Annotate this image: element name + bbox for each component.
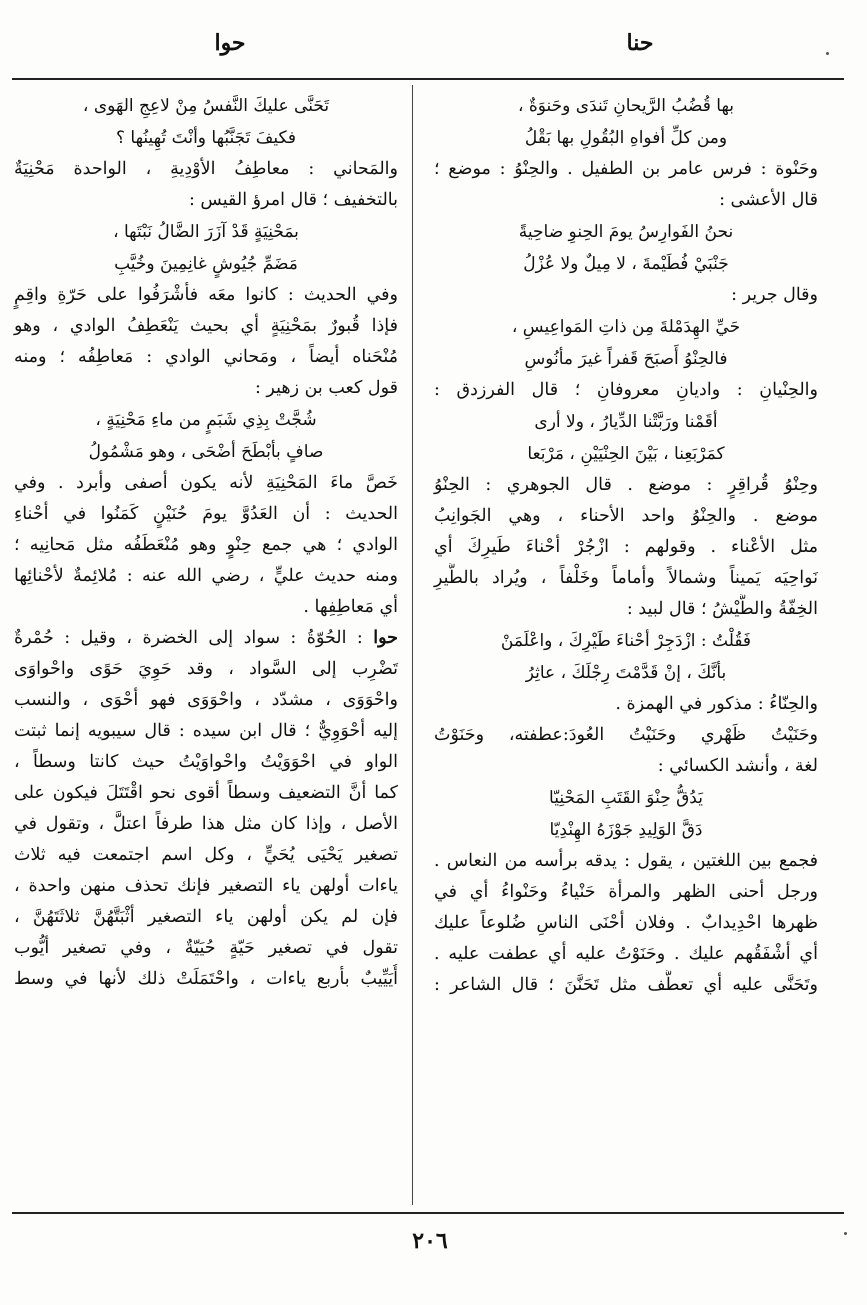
text-line: بالتخفيف ؛ قال امرؤ القيس : <box>188 190 398 210</box>
verse-line: بمَحْنِيَةٍ قَدْ آزَرَ الضَّالُ نَبْتَها ، <box>113 222 299 242</box>
text-line: وحِنْوُ قُراقِرٍ : موضع . قال الجوهري : الحِنْوُ <box>434 475 818 495</box>
text-line: وحَنَيْتُ ظَهْري وحَنَيْتُ العُودَ:عطفته، وحَنَوْتُ <box>434 725 818 745</box>
text-line: ومنه حديث عليٍّ ، رضي الله عنه : مُلائِمةٌ لأحْنائِها <box>14 566 398 586</box>
text-line: أي مَعاطِفِها . <box>303 597 398 617</box>
verse-line: بأنَّكَ ، إنْ قَدَّمْتَ رِجْلَكَ ، عاثِرُ <box>525 663 727 683</box>
text-line: وحَنْوة : فرس عامر بن الطفيل . والحِنْوُ : موضع ؛ <box>434 159 818 179</box>
verse-line: دَقَّ الوَلِيدِ جَوْزَهُ الهِنْدِيّا <box>549 820 703 840</box>
text-line: وقال جرير : <box>731 285 818 305</box>
text-line: والحِنْيانِ : واديانِ معروفانِ ؛ قال الفرزدق : <box>434 380 818 400</box>
running-head-right: حنا <box>626 30 654 56</box>
running-head-left: حوا <box>214 30 246 56</box>
header-rule <box>12 78 844 80</box>
verse-line: يَدُقُّ حِنْوَ القَتَبِ المَحْنِيّا <box>549 788 703 808</box>
print-speck <box>826 52 829 55</box>
verse-line: فَقُلْتُ : ازْدَجِرْ أحْناءَ طَيْرِكَ ، واعْلَمَنْ <box>500 631 752 651</box>
verse-line: مَضَمِّ جُيُوشٍ غانِمِينَ وخُيَّبِ <box>114 254 298 274</box>
text-line: مُنْحَناه أيضاً ، ومَحاني الوادي : مَعاطِفُه ؛ ومنه <box>14 347 398 367</box>
verse-line: صافٍ بأبْطَحَ أضْحَى ، وهو مَشْمُولُ <box>88 442 324 462</box>
text-line: مثل الأعْناء . وقولهم : ازْجُرْ أحْناءَ طَيرِكَ أي <box>434 537 818 557</box>
text-line: الواو في احْوَوَيْتُ واحْواوَيْتُ حيث كانتا وسطاً ، <box>14 752 398 772</box>
entry-headword-line: حوا : الحُوّةُ : سواد إلى الخضرة ، وقيل : حُمْرةٌ <box>14 628 398 648</box>
text-line: الوادي ؛ هي جمع حِنْوٍ وهو مُنْعَطَفُه مثل مَحانِيه ؛ <box>14 535 398 555</box>
text-line: والحِنّاءُ : مذكور في الهمزة . <box>615 694 818 714</box>
verse-line: بها قُضُبُ الرَّيحانِ تَندَى وحَنوَةٌ ، <box>517 96 735 116</box>
text-line: تصغير يَحْيَى يُحَيٍّ ، وكل اسم اجتمعت فيه ثلاث <box>14 845 398 865</box>
text-line: تَضْرِب إلى السَّواد ، وقد حَوِيَ حَوًى واحْواوَى <box>14 659 398 679</box>
left-column <box>10 90 402 1205</box>
text-line: والمَحاني : معاطِفُ الأوْدِيةِ ، الواحدة مَحْنِيَةٌ <box>14 159 398 179</box>
verse-line: أقَمْنا ورَبَّتْنا الدِّيارُ ، ولا أرى <box>534 412 718 432</box>
verse-line: شُجَّتْ بِذِي شَبَمٍ من ماءِ مَحْنِيَةٍ ، <box>95 410 317 430</box>
text-line: إليه أحْوَوِيٌّ ؛ قال ابن سيده : قال سيبويه إنما ثبتت <box>14 721 398 741</box>
verse-line: حَيِّ الهِدَمْلةَ مِن ذاتِ المَواعِيسِ ، <box>511 317 741 337</box>
text-line: قال الأعشى : <box>719 190 818 210</box>
text-line: موضع . والحِنْوُ واحد الأحناء ، وهي الجَوانِبُ <box>434 506 818 526</box>
text-line: وفي الحديث : كانوا معَه فأشْرَفُوا على حَرّةِ واقِمٍ <box>14 285 398 305</box>
text-line: واحْوَوَى ، مشدّد ، واحْوَوَى فهو أحْوَى ، والنسب <box>14 690 398 710</box>
verse-line: فكيفَ تَجَنَّبُها وأنْتَ تُهِينُها ؟ <box>115 128 297 148</box>
text-line: الحديث : أن العَدُوَّ يومَ حُنَيْنٍ كَمَنُوا في أحْناءِ <box>14 504 398 524</box>
text-line: أُيَيِّيبٌ بأربع ياءات ، واحْتَمَلَتْ ذلك لأنها في وسط <box>14 969 398 989</box>
print-speck <box>844 1232 847 1235</box>
text-line: لغة ، وأنشد الكسائي : <box>657 756 818 776</box>
text-line: نَواحِيَه يَميناً وشمالاً وأماماً وخَلْفاً ، ويُراد بالطَّيرِ <box>434 568 818 588</box>
verse-line: كمَرْبَعِنا ، بَيْنَ الحِنْيَيْنِ ، مَرْبَعا <box>527 444 725 464</box>
footer-rule <box>12 1212 844 1214</box>
right-column <box>430 90 822 1205</box>
verse-line: ومن كلِّ أفواهِ البُقُولِ بها بَقْلُ <box>524 128 728 148</box>
text-line: فجمع بين اللغتين ، يقول : يدقه برأسه من النعاس . <box>434 851 818 871</box>
text-line: ورجل أحنى الظهر والمرأة حَنْياءُ وحَنْواءُ أي في <box>434 882 818 902</box>
text-line: الأصل ، وإذا كان مثل هذا طرفاً اعتلَّ ، وتقول في <box>14 814 398 834</box>
text-line: الخِفّةُ والطَّيْشُ ؛ قال لبيد : <box>626 599 818 619</box>
verse-line: نحنُ الفَوارِسُ يومَ الحِنوِ ضاحِيةً <box>518 222 734 242</box>
column-divider <box>412 85 413 1205</box>
text-line: وتَحَنَّى عليه أي تعطَّف مثل تَحَنَّنَ ؛ قال الشاعر : <box>434 975 818 995</box>
verse-line: تَحَنَّى عليكَ النَّفسُ مِنْ لاعِجِ الهَوى ، <box>82 96 330 116</box>
verse-line: جَنْبَيْ فُطَيْمةَ ، لا مِيلٌ ولا عُزْلُ <box>523 254 729 274</box>
text-line: فإذا قُبورٌ بمَحْنِيَةٍ أي بحيث يَنْعَطِفُ الوادي ، وهو <box>14 316 398 336</box>
text-line: تقول في تصغير حَيّةٍ حُيَيّةٌ ، وفي تصغير أيُّوب <box>14 938 398 958</box>
text-line: خَصَّ ماءَ المَحْنِيَةِ لأنه يكون أصفى وأبرد . وفي <box>14 473 398 493</box>
text-line: أي أشْفَقُهم عليك . وحَنَوْتُ عليه أي عطفت عليه . <box>434 944 818 964</box>
text-line: قول كعب بن زهير : <box>254 378 398 398</box>
entry-headword: حوا <box>373 628 398 648</box>
text-line: فإن لم يكن أولهن ياء التصغير أثْبَتَّهُنَّ ثلاثَتَهُنَّ ، <box>14 907 398 927</box>
verse-line: فالحِنْوُ أَصبَحَ قَفراً غيرَ مأنُوسِ <box>524 349 728 369</box>
text-line: كما أنَّ التضعيف وسطاً أقوى نحو اقْتَتَلَ فيكون على <box>14 783 398 803</box>
text-line: ياءات أولهن ياء التصغير فإنك تحذف منهن واحدة ، <box>14 876 398 896</box>
text-line: ظهرها احْدِيدابٌ . وفلان أحْنَى الناسِ ضُلوعاً عليك <box>434 913 818 933</box>
page-number: ٢٠٦ <box>412 1228 448 1254</box>
